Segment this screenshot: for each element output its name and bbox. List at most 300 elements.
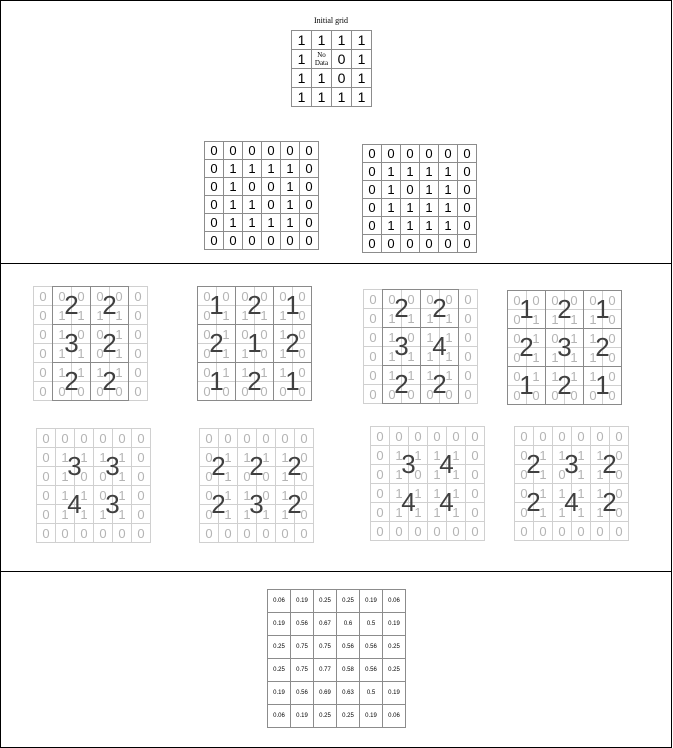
- padded-cell: 0: [280, 231, 300, 250]
- background-cell: 0: [609, 464, 629, 484]
- background-cell: 0: [602, 385, 622, 405]
- background-cell: 1: [52, 305, 72, 325]
- result-cell: 0.63: [336, 681, 360, 705]
- result-cell: 0.75: [313, 635, 337, 659]
- background-cell: 0: [93, 466, 113, 486]
- padded-cell: 0: [419, 144, 439, 163]
- result-cell: 0.77: [313, 658, 337, 682]
- padded-cell: 1: [419, 216, 439, 235]
- background-cell: 1: [427, 445, 447, 465]
- background-cell: 0: [401, 327, 421, 347]
- background-cell: 0: [363, 308, 383, 328]
- background-cell: 1: [401, 365, 421, 385]
- background-cell: 1: [71, 305, 91, 325]
- window-sum-value: 1: [235, 324, 274, 363]
- background-cell: 0: [216, 286, 236, 306]
- background-cell: 0: [235, 324, 255, 344]
- background-cell: 0: [507, 366, 527, 386]
- window-sum-value: 2: [382, 289, 421, 328]
- background-cell: 0: [90, 286, 110, 306]
- background-cell: 0: [382, 289, 402, 309]
- result-cell: 0.19: [382, 681, 406, 705]
- background-cell: 0: [389, 426, 409, 446]
- background-cell: 1: [533, 483, 553, 503]
- background-cell: 1: [216, 305, 236, 325]
- result-cell: 0.19: [359, 589, 383, 613]
- background-cell: 0: [36, 504, 56, 524]
- background-cell: 0: [465, 502, 485, 522]
- background-cell: 0: [552, 521, 572, 541]
- background-cell: 1: [389, 445, 409, 465]
- background-cell: 1: [533, 502, 553, 522]
- background-cell: 1: [533, 464, 553, 484]
- result-cell: 0.6: [336, 612, 360, 636]
- background-cell: 1: [446, 483, 466, 503]
- background-cell: 1: [564, 328, 584, 348]
- background-cell: 0: [71, 381, 91, 401]
- background-cell: 0: [36, 466, 56, 486]
- padded-cell: 0: [280, 141, 300, 160]
- background-cell: 1: [571, 464, 591, 484]
- window-sum-value: 2: [602, 487, 617, 517]
- background-cell: 0: [294, 428, 314, 448]
- padded-cell: 0: [204, 213, 224, 232]
- result-cell: 0.75: [290, 635, 314, 659]
- background-cell: 0: [71, 324, 91, 344]
- background-cell: 0: [363, 365, 383, 385]
- background-cell: 1: [526, 309, 546, 329]
- padded-cell: 0: [299, 159, 319, 178]
- window-sum-value: 3: [105, 451, 120, 481]
- background-cell: 0: [131, 466, 151, 486]
- background-cell: 0: [36, 447, 56, 467]
- background-cell: 0: [199, 485, 219, 505]
- padded-cell: 0: [223, 231, 243, 250]
- background-cell: 0: [439, 384, 459, 404]
- background-cell: 1: [545, 366, 565, 386]
- window-sum-value: 4: [420, 327, 459, 366]
- background-cell: 1: [552, 445, 572, 465]
- background-cell: 0: [36, 485, 56, 505]
- background-cell: 0: [109, 381, 129, 401]
- result-cell: 0.67: [313, 612, 337, 636]
- window-sum-value: 3: [105, 489, 120, 519]
- background-cell: 0: [112, 523, 132, 543]
- background-cell: 0: [370, 483, 390, 503]
- background-cell: 0: [74, 466, 94, 486]
- padded-cell: 1: [280, 177, 300, 196]
- background-cell: 0: [237, 466, 257, 486]
- padded-cell: 0: [242, 177, 262, 196]
- background-cell: 0: [237, 523, 257, 543]
- background-cell: 0: [197, 343, 217, 363]
- background-cell: 0: [33, 381, 53, 401]
- background-cell: 1: [218, 466, 238, 486]
- window-sum-7: [370, 426, 484, 540]
- result-cell: 0.25: [267, 635, 291, 659]
- result-cell: 0.25: [313, 589, 337, 613]
- background-cell: 0: [408, 464, 428, 484]
- padded-cell: 0: [242, 141, 262, 160]
- padded-cell: 0: [457, 234, 477, 253]
- window-sum-value: 1: [273, 362, 312, 401]
- background-cell: 0: [465, 483, 485, 503]
- window-sum-value: 2: [420, 289, 459, 328]
- background-cell: 0: [370, 464, 390, 484]
- background-cell: 0: [602, 309, 622, 329]
- padded-cell: 0: [242, 231, 262, 250]
- background-cell: 0: [275, 523, 295, 543]
- background-cell: 0: [363, 327, 383, 347]
- background-cell: 0: [93, 428, 113, 448]
- background-cell: 0: [602, 328, 622, 348]
- background-cell: 0: [74, 428, 94, 448]
- background-cell: 1: [235, 305, 255, 325]
- background-cell: 1: [401, 346, 421, 366]
- background-cell: 0: [128, 286, 148, 306]
- background-cell: 0: [197, 324, 217, 344]
- initial-cell: 0: [331, 68, 352, 88]
- background-cell: 0: [458, 308, 478, 328]
- result-cell: 0.56: [359, 635, 383, 659]
- background-cell: 0: [465, 426, 485, 446]
- background-cell: 1: [389, 464, 409, 484]
- background-cell: 0: [128, 305, 148, 325]
- background-cell: 0: [235, 381, 255, 401]
- background-cell: 1: [420, 346, 440, 366]
- background-cell: 1: [109, 324, 129, 344]
- background-cell: 0: [370, 521, 390, 541]
- background-cell: 1: [235, 343, 255, 363]
- window-sum-value: 2: [90, 362, 129, 401]
- background-cell: 0: [602, 347, 622, 367]
- initial-cell: 1: [331, 30, 352, 50]
- background-cell: 1: [526, 328, 546, 348]
- window-sum-value: 2: [545, 366, 584, 405]
- result-cell: 0.19: [267, 681, 291, 705]
- padded-grid-right: [362, 144, 476, 252]
- background-cell: 0: [552, 464, 572, 484]
- window-sum-value: 2: [273, 324, 312, 363]
- initial-cell: 1: [351, 49, 372, 69]
- background-cell: 1: [109, 343, 129, 363]
- window-sum-value: 4: [439, 449, 454, 479]
- background-cell: 0: [52, 286, 72, 306]
- background-cell: 0: [199, 447, 219, 467]
- padded-cell: 1: [223, 177, 243, 196]
- background-cell: 1: [256, 504, 276, 524]
- background-cell: 0: [90, 324, 110, 344]
- padded-cell: 1: [381, 216, 401, 235]
- background-cell: 0: [514, 521, 534, 541]
- background-cell: 0: [609, 521, 629, 541]
- background-cell: 1: [74, 504, 94, 524]
- window-sum-value: 2: [287, 489, 302, 519]
- window-sum-value: 3: [382, 327, 421, 366]
- result-cell: 0.56: [290, 681, 314, 705]
- background-cell: 1: [218, 447, 238, 467]
- background-cell: 0: [420, 384, 440, 404]
- background-cell: 1: [273, 305, 293, 325]
- background-cell: 0: [128, 381, 148, 401]
- background-cell: 0: [294, 523, 314, 543]
- background-cell: 1: [545, 309, 565, 329]
- background-cell: 1: [256, 447, 276, 467]
- background-cell: 1: [112, 447, 132, 467]
- window-sum-8: [514, 426, 628, 540]
- padded-cell: 0: [261, 177, 281, 196]
- window-sum-value: 1: [273, 286, 312, 325]
- result-cell: 0.25: [267, 658, 291, 682]
- window-sum-value: 2: [602, 449, 617, 479]
- background-cell: 0: [363, 289, 383, 309]
- initial-cell: 1: [351, 87, 372, 107]
- window-sum-value: 2: [545, 290, 584, 329]
- padded-cell: 1: [419, 180, 439, 199]
- result-grid: [267, 589, 405, 727]
- background-cell: 0: [465, 445, 485, 465]
- padded-cell: 0: [299, 213, 319, 232]
- background-cell: 0: [197, 286, 217, 306]
- background-cell: 0: [420, 289, 440, 309]
- background-cell: 0: [526, 385, 546, 405]
- padded-cell: 1: [381, 180, 401, 199]
- background-cell: 0: [458, 365, 478, 385]
- result-cell: 0.56: [336, 635, 360, 659]
- background-cell: 0: [216, 381, 236, 401]
- window-sum-6: [199, 428, 313, 542]
- window-sum-value: 2: [211, 451, 226, 481]
- background-cell: 0: [33, 343, 53, 363]
- background-cell: 1: [389, 502, 409, 522]
- background-cell: 1: [90, 362, 110, 382]
- background-cell: 0: [583, 385, 603, 405]
- window-sum-value: 2: [90, 324, 129, 363]
- initial-cell: 1: [311, 30, 332, 50]
- background-cell: 0: [199, 504, 219, 524]
- background-cell: 0: [33, 286, 53, 306]
- window-sum-value: 4: [564, 487, 579, 517]
- initial-cell: 1: [291, 68, 312, 88]
- background-cell: 0: [218, 428, 238, 448]
- padded-cell: 1: [261, 213, 281, 232]
- window-sum-2: [197, 286, 311, 400]
- result-cell: 0.25: [382, 635, 406, 659]
- padded-cell: 0: [299, 195, 319, 214]
- background-cell: 0: [52, 381, 72, 401]
- padded-cell: 0: [299, 231, 319, 250]
- background-cell: 0: [33, 324, 53, 344]
- background-cell: 1: [71, 343, 91, 363]
- background-cell: 1: [427, 502, 447, 522]
- padded-cell: 1: [280, 195, 300, 214]
- background-cell: 0: [254, 324, 274, 344]
- background-cell: 1: [112, 466, 132, 486]
- padded-cell: 0: [299, 177, 319, 196]
- padded-grid-left: [204, 141, 318, 249]
- background-cell: 1: [275, 504, 295, 524]
- background-cell: 0: [564, 290, 584, 310]
- background-cell: 0: [199, 428, 219, 448]
- result-cell: 0.25: [336, 589, 360, 613]
- padded-cell: 1: [223, 195, 243, 214]
- window-sum-value: 2: [52, 362, 91, 401]
- background-cell: 1: [275, 447, 295, 467]
- background-cell: 1: [93, 447, 113, 467]
- background-cell: 1: [109, 362, 129, 382]
- background-cell: 0: [427, 521, 447, 541]
- background-cell: 0: [533, 521, 553, 541]
- background-cell: 0: [273, 381, 293, 401]
- window-sum-value: 3: [67, 451, 82, 481]
- background-cell: 0: [292, 381, 312, 401]
- background-cell: 1: [439, 346, 459, 366]
- padded-cell: 1: [381, 162, 401, 181]
- padded-cell: 1: [242, 159, 262, 178]
- padded-cell: 0: [204, 231, 224, 250]
- background-cell: 0: [533, 426, 553, 446]
- background-cell: 1: [109, 305, 129, 325]
- result-cell: 0.19: [267, 612, 291, 636]
- background-cell: 0: [294, 485, 314, 505]
- window-sum-value: 1: [197, 286, 236, 325]
- background-cell: 0: [401, 384, 421, 404]
- background-cell: 1: [526, 347, 546, 367]
- result-cell: 0.25: [313, 704, 337, 728]
- background-cell: 0: [458, 346, 478, 366]
- window-sum-value: 3: [401, 449, 416, 479]
- padded-cell: 1: [242, 195, 262, 214]
- background-cell: 1: [74, 485, 94, 505]
- background-cell: 0: [292, 324, 312, 344]
- result-cell: 0.06: [267, 589, 291, 613]
- background-cell: 0: [507, 347, 527, 367]
- result-cell: 0.56: [359, 658, 383, 682]
- background-cell: 1: [382, 308, 402, 328]
- window-sum-value: 2: [235, 286, 274, 325]
- result-cell: 0.75: [290, 658, 314, 682]
- padded-cell: 0: [204, 177, 224, 196]
- background-cell: 0: [128, 362, 148, 382]
- result-cell: 0.25: [336, 704, 360, 728]
- window-sum-value: 2: [382, 365, 421, 404]
- background-cell: 1: [439, 308, 459, 328]
- background-cell: 1: [71, 362, 91, 382]
- window-sum-value: 1: [507, 290, 546, 329]
- background-cell: 0: [370, 502, 390, 522]
- background-cell: 0: [514, 426, 534, 446]
- padded-cell: 0: [400, 144, 420, 163]
- initial-cell: 1: [311, 68, 332, 88]
- background-cell: 1: [439, 365, 459, 385]
- background-cell: 0: [112, 428, 132, 448]
- result-cell: 0.56: [290, 612, 314, 636]
- window-sum-value: 1: [583, 290, 622, 329]
- window-sum-value: 4: [401, 487, 416, 517]
- background-cell: 1: [526, 366, 546, 386]
- background-cell: 1: [216, 324, 236, 344]
- padded-cell: 0: [261, 195, 281, 214]
- padded-cell: 0: [438, 144, 458, 163]
- background-cell: 0: [197, 381, 217, 401]
- background-cell: 0: [55, 523, 75, 543]
- background-cell: 0: [514, 483, 534, 503]
- background-cell: 0: [609, 502, 629, 522]
- background-cell: 0: [256, 523, 276, 543]
- background-cell: 1: [235, 362, 255, 382]
- background-cell: 0: [446, 521, 466, 541]
- background-cell: 1: [564, 366, 584, 386]
- background-cell: 0: [254, 286, 274, 306]
- background-cell: 1: [590, 502, 610, 522]
- padded-cell: 1: [400, 198, 420, 217]
- background-cell: 1: [237, 447, 257, 467]
- background-cell: 0: [131, 485, 151, 505]
- background-cell: 1: [408, 502, 428, 522]
- background-cell: 1: [216, 343, 236, 363]
- background-cell: 0: [93, 485, 113, 505]
- initial-grid-caption: Initial grid: [314, 16, 348, 25]
- result-cell: 0.06: [382, 589, 406, 613]
- result-cell: 0.19: [359, 704, 383, 728]
- padded-cell: 0: [223, 141, 243, 160]
- padded-cell: 0: [362, 144, 382, 163]
- padded-cell: 1: [223, 213, 243, 232]
- background-cell: 0: [446, 426, 466, 446]
- padded-cell: 0: [381, 144, 401, 163]
- no-data-cell: No Data: [311, 49, 332, 69]
- padded-cell: 1: [261, 159, 281, 178]
- background-cell: 1: [564, 347, 584, 367]
- background-cell: 0: [363, 346, 383, 366]
- padded-cell: 0: [362, 162, 382, 181]
- background-cell: 1: [552, 502, 572, 522]
- padded-cell: 0: [261, 141, 281, 160]
- window-sum-value: 2: [235, 362, 274, 401]
- background-cell: 1: [382, 365, 402, 385]
- background-cell: 0: [254, 343, 274, 363]
- window-sum-value: 2: [526, 449, 541, 479]
- initial-cell: 1: [291, 30, 312, 50]
- padded-cell: 0: [299, 141, 319, 160]
- background-cell: 0: [458, 327, 478, 347]
- background-cell: 1: [571, 445, 591, 465]
- window-sum-value: 2: [526, 487, 541, 517]
- result-cell: 0.5: [359, 612, 383, 636]
- background-cell: 0: [507, 385, 527, 405]
- background-cell: 0: [294, 466, 314, 486]
- panel-windows: [0, 263, 672, 572]
- background-cell: 0: [131, 523, 151, 543]
- background-cell: 1: [439, 327, 459, 347]
- background-cell: 1: [93, 504, 113, 524]
- window-sum-5: [36, 428, 150, 542]
- padded-cell: 0: [438, 234, 458, 253]
- background-cell: 0: [33, 305, 53, 325]
- background-cell: 0: [545, 290, 565, 310]
- window-sum-value: 2: [249, 451, 264, 481]
- background-cell: 1: [254, 305, 274, 325]
- initial-cell: 0: [331, 49, 352, 69]
- background-cell: 0: [294, 504, 314, 524]
- background-cell: 0: [294, 447, 314, 467]
- background-cell: 0: [36, 428, 56, 448]
- background-cell: 0: [564, 385, 584, 405]
- padded-cell: 0: [204, 195, 224, 214]
- background-cell: 0: [382, 384, 402, 404]
- initial-cell: 1: [351, 30, 372, 50]
- background-cell: 0: [199, 466, 219, 486]
